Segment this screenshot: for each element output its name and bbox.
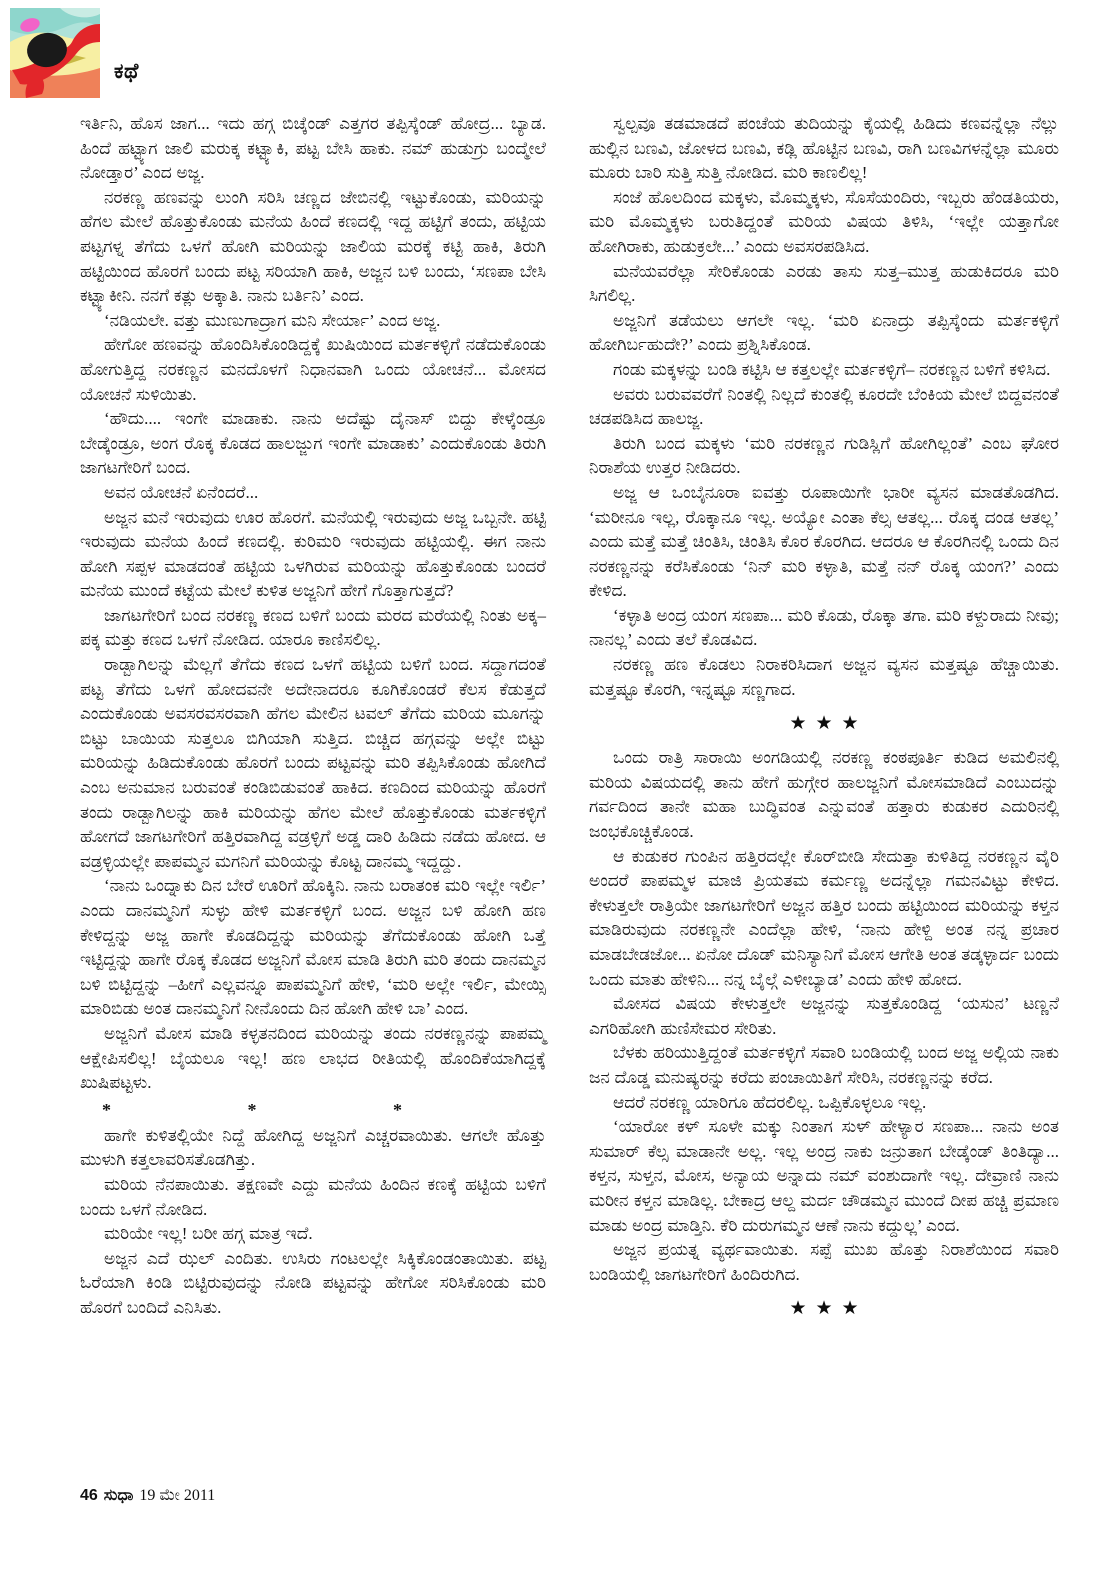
- story-paragraph: ಅಜ್ಜನಿಗೆ ಮೋಸ ಮಾಡಿ ಕಳ್ಳತನದಿಂದ ಮರಿಯನ್ನು ತಂದು ನರಕಣ್ಣನನ್ನು ಪಾಪಮ್ಮ ಆಕ್ಷೇಪಿಸಲಿಲ್ಲ! ಬೈಯಲೂ ಇಲ್ಲ! ಹಣ ಲಾಭದ ರೀತಿಯಲ್ಲಿ ಹೊಂದಿಕೆಯಾಗಿದ್ದಕ್ಕೆ ಖುಷಿಪಟ್ಟಳು.: [80, 1023, 546, 1093]
- story-paragraph: ಆ ಕುಡುಕರ ಗುಂಪಿನ ಹತ್ತಿರದಲ್ಲೇ ಕೊರ್‌ಬೀಡಿ ಸೇದುತ್ತಾ ಕುಳಿತಿದ್ದ ನರಕಣ್ಣನ ವೈರಿ ಅಂದರೆ ಪಾಪಮ್ಮಳ ಮಾಜಿ ಪ್ರಿಯತಮ ಕರ್ಮಣ್ಣ ಅದನ್ನೆಲ್ಲಾ ಗಮನವಿಟ್ಟು ಕೇಳಿದ. ಕೇಳುತ್ತಲೇ ರಾತ್ರಿಯೇ ಜಾಗಟಗೇರಿಗೆ ಅಜ್ಜನ ಹತ್ತಿರ ಬಂದು ಹಟ್ಟಿಯಿಂದ ಮರಿಯನ್ನು ಕಳ್ತನ ಮಾಡಿರುವುದು ನರಕಣ್ಣನೇ ಎಂದೆಲ್ಲಾ ಹೇಳಿ, ‘ನಾನು ಹೇಳ್ದಿ ಅಂತ ನನ್ನ ಪ್ರಚಾರ ಮಾಡಬೇಡಜೋ... ಏನೋ ದೊಡ್ ಮನಿಸ್ಯಾನಿಗೆ ಮೋಸ ಆಗೇತಿ ಅಂತ ತಡ್ಕಳ್ಳಾರ್ದ ಬಂದು ಒಂದು ಮಾತು ಹೇಳಿನಿ... ನನ್ನ ಬೈಲ್ಗೆ ಎಳೀಬ್ಯಾಡ’ ಎಂದು ಹೇಳಿ ಹೋದ.: [589, 846, 1059, 989]
- story-paragraph: ‘ಹೌದು.... ಇಂಗೇ ಮಾಡಾಕು. ನಾನು ಅದೆಷ್ಟು ದೈನಾಸ್ ಬಿದ್ದು ಕೇಳ್ಕೆಂಡ್ರೂ ಬೇಡ್ಕೆಂಡ್ರೂ, ಅಂಗ ರೊಕ್ಕ ಕೊಡದ ಹಾಲಜ್ಜುಗ ಇಂಗೇ ಮಾಡಾಕು’ ಎಂದುಕೊಂಡು ತಿರುಗಿ ಜಾಗಟಗೇರಿಗೆ ಬಂದ.: [80, 409, 546, 478]
- issue-date: 19 ಮೇ 2011: [139, 1487, 216, 1504]
- story-paragraph: ನರಕಣ್ಣ ಹಣ ಕೊಡಲು ನಿರಾಕರಿಸಿದಾಗ ಅಜ್ಜನ ವ್ಯಸನ ಮತ್ತಷ್ಟೂ ಹೆಚ್ಚಾಯಿತು. ಮತ್ತಷ್ಟೂ ಕೊರಗಿ, ಇನ್ನಷ್ಟೂ ಸಣ್ಣಗಾದ.: [589, 655, 1059, 699]
- story-paragraph: ಮರಿಯ ನೆನಪಾಯಿತು. ತಕ್ಷಣವೇ ಎದ್ದು ಮನೆಯ ಹಿಂದಿನ ಕಣಕ್ಕೆ ಹಟ್ಟಿಯ ಬಳಿಗೆ ಬಂದು ಒಳಗೆ ನೋಡಿದ.: [80, 1174, 546, 1219]
- story-paragraph: ಮೋಸದ ವಿಷಯ ಕೇಳುತ್ತಲೇ ಅಜ್ಜನನ್ನು ಸುತ್ತಕೊಂಡಿದ್ದ ‘ಯಸುನ’ ಟಣ್ಣನೆ ಎಗರಿಹೋಗಿ ಹುಣಿಸೇಮರ ಸೇರಿತು.: [589, 994, 1059, 1038]
- story-paragraph: ‘ಕಳ್ಳಾತಿ ಅಂದ್ರ ಯಂಗ ಸಣಪಾ... ಮರಿ ಕೊಡು, ರೊಕ್ಕಾ ತಗಾ. ಮರಿ ಕಳ್ದುರಾದು ನೀವು; ನಾನಲ್ಲ’ ಎಂದು ತಲೆ ಕೊಡವಿದ.: [589, 605, 1059, 650]
- story-paragraph: ಅಜ್ಜ ಆ ಒಂಬೈನೂರಾ ಐವತ್ತು ರೂಪಾಯಿಗೇ ಭಾರೀ ವ್ಯಸನ ಮಾಡತೊಡಗಿದ. ‘ಮರೀನೂ ಇಲ್ಲ, ರೊಕ್ಕಾನೂ ಇಲ್ಲ. ಅಯ್ಯೋ ಎಂತಾ ಕೆಲ್ಸ ಆತಲ್ಲ... ರೊಕ್ಕ ದಂಡ ಆತಲ್ಲ’ ಎಂದು ಮತ್ತೆ ಮತ್ತೆ ಚಿಂತಿಸಿ, ಚಿಂತಿಸಿ ಕೊರ ಕೊರಗಿದ. ಆದರೂ ಆ ಕೊರಗಿನಲ್ಲಿ ಒಂದು ದಿನ ನರಕಣ್ಣನನ್ನು ಕರೆಸಿಕೊಂಡು ‘ನಿನ್ ಮರಿ ಕಳ್ಳಾತಿ, ಮತ್ತೆ ನನ್ ರೊಕ್ಕ ಯಂಗ?’ ಎಂದು ಕೇಳಿದ.: [589, 482, 1059, 601]
- story-paragraph: ಮರಿಯೇ ಇಲ್ಲ! ಬರೀ ಹಗ್ಗ ಮಾತ್ರ ಇದೆ.: [104, 1224, 313, 1244]
- story-column-left: [80, 112, 546, 1321]
- story-paragraph: ‘ನಾನು ಒಂದ್ನಾಕು ದಿನ ಬೇರೆ ಊರಿಗೆ ಹೊಕ್ಕಿನಿ. ನಾನು ಬರಾತಂಕ ಮರಿ ಇಲ್ಲೇ ಇರ್ಲಿ’ ಎಂದು ದಾನಮ್ಮನಿಗೆ ಸುಳ್ಳು ಹೇಳಿ ಮರ್ತಕಳ್ಳಿಗೆ ಬಂದ. ಅಜ್ಜನ ಬಳಿ ಹೋಗಿ ಹಣ ಕೇಳಿದ್ದನ್ನು ಅಜ್ಜ ಹಾಗೇ ಕೊಡದಿದ್ದನ್ನು ಮರಿಯನ್ನು ತೆಗೆದುಕೊಂಡು ಹೋಗಿ ಒತ್ತೆ ಇಟ್ಟಿದ್ದನ್ನು ಹಾಗೇ ರೊಕ್ಕ ಕೊಡದ ಅಜ್ಜನಿಗೆ ಮೋಸ ಮಾಡಿ ತಿರುಗಿ ಮರಿ ತಂದು ದಾನಮ್ಮನ ಬಳಿ ಬಿಟ್ಟಿದ್ದನ್ನು –ಹೀಗೆ ಎಲ್ಲವನ್ನೂ ಪಾಪಮ್ಮನಿಗೆ ಹೇಳಿ, ‘ಮರಿ ಅಲ್ಲೇ ಇರ್ಲಿ, ಮೇಯ್ಸಿ ಮಾರಿಬಿಡು ಅಂತ ದಾನಮ್ಮನಿಗೆ ನೀನೊಂದು ದಿನ ಹೋಗಿ ಹೇಳಿ ಬಾ’ ಎಂದ.: [80, 876, 546, 1019]
- story-paragraph: ಮನೆಯವರೆಲ್ಲಾ ಸೇರಿಕೊಂಡು ಎರಡು ತಾಸು ಸುತ್ತ–ಮುತ್ತ ಹುಡುಕಿದರೂ ಮರಿ ಸಿಗಲಿಲ್ಲ.: [589, 261, 1059, 306]
- story-paragraph: ರಾಡ್ಬಾಗಿಲನ್ನು ಮೆಲ್ಲಗೆ ತೆಗೆದು ಕಣದ ಒಳಗೆ ಹಟ್ಟಿಯ ಬಳಿಗೆ ಬಂದ. ಸದ್ದಾಗದಂತೆ ಪಟ್ಟ ತೆಗೆದು ಒಳಗೆ ಹೋದವನೇ ಅದೇನಾದರೂ ಕೂಗಿಕೊಂಡರೆ ಕೆಲಸ ಕೆಡುತ್ತದೆ ಎಂದುಕೊಂಡು ಅವಸರವಸರವಾಗಿ ಹೆಗಲ ಮೇಲಿನ ಟವಲ್ ತೆಗೆದು ಮರಿಯ ಮೂಗನ್ನು ಬಿಟ್ಟು ಬಾಯಿಯ ಸುತ್ತಲೂ ಬಿಗಿಯಾಗಿ ಸುತ್ತಿದ. ಬಿಚ್ಚಿದ ಹಗ್ಗವನ್ನು ಅಲ್ಲೇ ಬಿಟ್ಟು ಮರಿಯನ್ನು ಹಿಡಿದುಕೊಂಡು ಹೊರಗೆ ಬಂದು ಪಟ್ಟವನ್ನು ಮರಿ ತಪ್ಪಿಸಿಕೊಂಡು ಹೋಗಿದೆ ಎಂಬ ಅನುಮಾನ ಬರುವಂತೆ ಕಂಡಿಬಿಡುವಂತೆ ಹಾಕಿದ. ಕಣದಿಂದ ಮರಿಯನ್ನು ಹೊರಗೆ ತಂದು ರಾಡ್ಬಾಗಿಲನ್ನು ಹಾಕಿ ಮರಿಯನ್ನು ಹೆಗಲ ಮೇಲೆ ಹೊತ್ತುಕೊಂಡು ಮರ್ತಕಳ್ಳಿಗೆ ಹೋಗದೆ ಜಾಗಟಗೇರಿಗೆ ಹತ್ತಿರವಾಗಿದ್ದ ವಡ್ರಳ್ಳಿಗೆ ಅಡ್ಡ ದಾರಿ ಹಿಡಿದು ನಡೆದು ಹೋದ. ಆ ವಡ್ರಳ್ಳಿಯಲ್ಲೇ ಪಾಪಮ್ಮನ ಮಗನಿಗೆ ಮರಿಯನ್ನು ಕೊಟ್ಟ ದಾನಮ್ಮ ಇದ್ದದ್ದು.: [80, 655, 546, 871]
- page-footer: [80, 1487, 215, 1505]
- story-paragraph: ಅಜ್ಜನ ಎದೆ ಝಲ್ ಎಂದಿತು. ಉಸಿರು ಗಂಟಲಲ್ಲೇ ಸಿಕ್ಕಿಕೊಂಡಂತಾಯಿತು. ಪಟ್ಟ ಓರೆಯಾಗಿ ಕಿಂಡಿ ಬಿಟ್ಟಿರುವುದನ್ನು ನೋಡಿ ಪಟ್ಟವನ್ನು ಹೇಗೋ ಸರಿಸಿಕೊಂಡು ಮರಿ ಹೊರಗೆ ಬಂದಿದೆ ಎನಿಸಿತು.: [80, 1248, 546, 1317]
- section-label: ಕಥೆ: [114, 59, 139, 83]
- asterisk: *: [247, 1099, 257, 1120]
- story-paragraph: ‘ಯಾರೋ ಕಳ್ ಸೂಳೇ ಮಕ್ಕು ನಿಂತಾಗ ಸುಳ್ ಹೇಳ್ಯಾರ ಸಣಪಾ... ನಾನು ಅಂತ ಸುಮಾರ್ ಕೆಲ್ಸ ಮಾಡಾನೇ ಅಲ್ಲ. ಇಲ್ಲ ಅಂದ್ರ ನಾಕು ಜನ್ರುತಾಗ ಬೇಡ್ಕೆಂಡ್ ತಿಂತಿದ್ಯಾ... ಕಳ್ತನ, ಸುಳ್ತನ, ಮೋಸ, ಅನ್ಯಾಯ ಅನ್ನಾದು ನಮ್ ವಂಶುದಾಗೇ ಇಲ್ಲ. ದೇವ್ರಾಣಿ ನಾನು ಮರೀನ ಕಳ್ತನ ಮಾಡಿಲ್ಲ. ಬೇಕಾದ್ರ ಆಲ್ದ ಮರ್ದ ಚೌಡಮ್ಮನ ಮುಂದೆ ದೀಪ ಹಚ್ಚಿ ಪ್ರಮಾಣ ಮಾಡು ಅಂದ್ರ ಮಾಡ್ತಿನಿ. ಕೆರಿ ದುರುಗಮ್ಮನ ಆಣೆ ನಾನು ಕದ್ದುಲ್ಲ’ ಎಂದ.: [589, 1117, 1059, 1235]
- story-paragraph: ಸ್ವಲ್ಪವೂ ತಡಮಾಡದೆ ಪಂಚೆಯ ತುದಿಯನ್ನು ಕೈಯಲ್ಲಿ ಹಿಡಿದು ಕಣವನ್ನೆಲ್ಲಾ ನೆಲ್ಲು ಹುಲ್ಲಿನ ಬಣವಿ, ಜೋಳದ ಬಣವಿ, ಕಡ್ಲಿ ಹೊಟ್ಟಿನ ಬಣವಿ, ರಾಗಿ ಬಣವಿಗಳನ್ನೆಲ್ಲಾ ಮೂರು ಮೂರು ಬಾರಿ ಸುತ್ತಿ ಸುತ್ತಿ ನೋಡಿದ. ಮರಿ ಕಾಣಲಿಲ್ಲ!: [589, 114, 1059, 183]
- story-paragraph: ಅವರು ಬರುವವರೆಗೆ ನಿಂತಲ್ಲಿ ನಿಲ್ಲದೆ ಕುಂತಲ್ಲಿ ಕೂರದೇ ಬೆಂಕಿಯ ಮೇಲೆ ಬಿದ್ದವನಂತೆ ಚಡಪಡಿಸಿದ ಹಾಲಜ್ಜ.: [589, 384, 1059, 429]
- magazine-story-logo: [10, 8, 100, 98]
- masthead: [10, 8, 139, 98]
- story-paragraph: ಅಜ್ಜನ ಮನೆ ಇರುವುದು ಊರ ಹೊರಗೆ. ಮನೆಯಲ್ಲಿ ಇರುವುದು ಅಜ್ಜ ಒಬ್ಬನೇ. ಹಟ್ಟಿ ಇರುವುದು ಮನೆಯ ಹಿಂದೆ ಕಣದಲ್ಲಿ. ಕುರಿಮರಿ ಇರುವುದು ಹಟ್ಟಿಯಲ್ಲಿ. ಈಗ ನಾನು ಹೋಗಿ ಸಪ್ಪಳ ಮಾಡದಂತೆ ಹಟ್ಟಿಯ ಒಳಗಿರುವ ಮರಿಯನ್ನು ಹೊತ್ತುಕೊಂಡು ಬಂದರೆ ಮನೆಯ ಮುಂದೆ ಕಟ್ಟೆಯ ಮೇಲೆ ಕುಳಿತ ಅಜ್ಜನಿಗೆ ಹೇಗೆ ಗೊತ್ತಾಗುತ್ತದೆ?: [80, 507, 546, 601]
- story-paragraph: ‘ನಡಿಯಲೇ. ವತ್ತು ಮುಣುಗಾದ್ರಾಗ ಮನಿ ಸೇರ್ಯಾ’ ಎಂದ ಅಜ್ಜ.: [104, 310, 441, 330]
- asterisk: *: [102, 1099, 111, 1120]
- story-paragraph: ಇರ್ತಿನಿ, ಹೊಸ ಜಾಗ... ಇದು ಹಗ್ಗ ಬಿಚ್ಕೆಂಡ್ ಎತ್ತಗರ ತಪ್ಪಿಸ್ಕೆಂಡ್ ಹೋದ್ರ... ಬ್ಯಾಡ. ಹಿಂದೆ ಹಟ್ಟ್ಯಾಗ ಜಾಲಿ ಮರುಕ್ಕ ಕಟ್ಟ್ಯಾಕಿ, ಪಟ್ಟ ಬೇಸಿ ಹಾಕು. ನಮ್ ಹುಡುಗ್ರು ಬಂದ್ಮೇಲೆ ನೋಡ್ತಾರ’ ಎಂದ ಅಜ್ಜ.: [80, 114, 546, 183]
- star-separator: ★★★: [789, 1298, 868, 1320]
- story-paragraph: ಆದರೆ ನರಕಣ್ಣ ಯಾರಿಗೂ ಹೆದರಲಿಲ್ಲ. ಒಪ್ಪಿಕೊಳ್ಳಲೂ ಇಲ್ಲ.: [613, 1092, 927, 1112]
- story-paragraph: ಒಂದು ರಾತ್ರಿ ಸಾರಾಯಿ ಅಂಗಡಿಯಲ್ಲಿ ನರಕಣ್ಣ ಕಂಠಪೂರ್ತಿ ಕುಡಿದ ಅಮಲಿನಲ್ಲಿ ಮರಿಯ ವಿಷಯದಲ್ಲಿ ತಾನು ಹೇಗೆ ಹುಗ್ಗೇರ ಹಾಲಜ್ಜನಿಗೆ ಮೋಸಮಾಡಿದೆ ಎಂಬುದನ್ನು ಗರ್ವದಿಂದ ತಾನೇ ಮಹಾ ಬುದ್ಧಿವಂತ ಎನ್ನುವಂತೆ ಹತ್ತಾರು ಕುಡುಕರ ಎದುರಿನಲ್ಲಿ ಜಂಭಕೊಚ್ಚಿಕೊಂಡ.: [589, 748, 1059, 842]
- story-paragraph: ಹಾಗೇ ಕುಳಿತಲ್ಲಿಯೇ ನಿದ್ದೆ ಹೋಗಿದ್ದ ಅಜ್ಜನಿಗೆ ಎಚ್ಚರವಾಯಿತು. ಆಗಲೇ ಹೊತ್ತು ಮುಳುಗಿ ಕತ್ತಲಾವರಿಸತೊಡಗಿತ್ತು.: [80, 1125, 546, 1170]
- story-paragraph: ಅಜ್ಜನಿಗೆ ತಡೆಯಲು ಆಗಲೇ ಇಲ್ಲ. ‘ಮರಿ ಏನಾದ್ರು ತಪ್ಪಿಸ್ಕೆಂದು ಮರ್ತಕಳ್ಳಿಗೆ ಹೋಗಿರ್ಬಹುದೇ?’ ಎಂದು ಪ್ರಶ್ನಿಸಿಕೊಂಡ.: [589, 310, 1059, 355]
- page-number: 46: [80, 1487, 98, 1504]
- magazine-name: ಸುಧಾ: [103, 1487, 134, 1504]
- story-paragraph: ಅಜ್ಜನ ಪ್ರಯತ್ನ ವ್ಯರ್ಥವಾಯಿತು. ಸಪ್ಪೆ ಮುಖ ಹೊತ್ತು ನಿರಾಶೆಯಿಂದ ಸವಾರಿ ಬಂಡಿಯಲ್ಲಿ ಜಾಗಟಗೇರಿಗೆ ಹಿಂದಿರುಗಿದ.: [589, 1240, 1059, 1284]
- story-paragraph: ಜಾಗಟಗೇರಿಗೆ ಬಂದ ನರಕಣ್ಣ ಕಣದ ಬಳಿಗೆ ಬಂದು ಮರದ ಮರೆಯಲ್ಲಿ ನಿಂತು ಅಕ್ಕ–ಪಕ್ಕ ಮತ್ತು ಕಣದ ಒಳಗೆ ನೋಡಿದ. ಯಾರೂ ಕಾಣಿಸಲಿಲ್ಲ.: [80, 605, 546, 650]
- asterisk: *: [393, 1099, 402, 1120]
- story-paragraph: ನರಕಣ್ಣ ಹಣವನ್ನು ಲುಂಗಿ ಸರಿಸಿ ಚಣ್ಣದ ಜೇಬಿನಲ್ಲಿ ಇಟ್ಟುಕೊಂಡು, ಮರಿಯನ್ನು ಹೆಗಲ ಮೇಲೆ ಹೊತ್ತುಕೊಂಡು ಮನೆಯ ಹಿಂದೆ ಕಣದಲ್ಲಿ ಇದ್ದ ಹಟ್ಟಿಗೆ ತಂದು, ಹಟ್ಟಿಯ ಪಟ್ಟಗಳ್ನ ತೆಗೆದು ಒಳಗೆ ಹೋಗಿ ಮರಿಯನ್ನು ಜಾಲಿಯ ಮರಕ್ಕೆ ಕಟ್ಟಿ ಹಾಕಿ, ತಿರುಗಿ ಹಟ್ಟಿಯಿಂದ ಹೊರಗೆ ಬಂದು ಪಟ್ಟ ಸರಿಯಾಗಿ ಹಾಕಿ, ಅಜ್ಜನ ಬಳಿ ಬಂದು, ‘ಸಣಪಾ ಬೇಸಿ ಕಟ್ಟ್ಯಾಕೀನಿ. ನನಗೆ ಕತ್ಲು ಅಕ್ಕಾತಿ. ನಾನು ಬರ್ತಿನಿ’ ಎಂದ.: [80, 187, 546, 306]
- story-column-right: [589, 112, 1059, 1331]
- story-paragraph: ಬೆಳಕು ಹರಿಯುತ್ತಿದ್ದಂತೆ ಮರ್ತಕಳ್ಳಿಗೆ ಸವಾರಿ ಬಂಡಿಯಲ್ಲಿ ಬಂದ ಅಜ್ಜ ಅಲ್ಲಿಯ ನಾಕು ಜನ ದೊಡ್ಡ ಮನುಷ್ಯರನ್ನು ಕರೆದು ಪಂಚಾಯಿತಿಗೆ ಸೇರಿಸಿ, ನರಕಣ್ಣನನ್ನು ಕರೆದ.: [589, 1043, 1059, 1087]
- story-paragraph: ಹೇಗೋ ಹಣವನ್ನು ಹೊಂದಿಸಿಕೊಂಡಿದ್ದಕ್ಕೆ ಖುಷಿಯಿಂದ ಮರ್ತಕಳ್ಳಿಗೆ ನಡೆದುಕೊಂಡು ಹೋಗುತ್ತಿದ್ದ ನರಕಣ್ಣನ ಮನದೊಳಗೆ ನಿಧಾನವಾಗಿ ಒಂದು ಯೋಚನೆ... ಮೋಸದ ಯೋಚನೆ ಸುಳಿಯಿತು.: [80, 335, 546, 404]
- story-paragraph: ಅವನ ಯೋಚನೆ ಏನೆಂದರೆ...: [104, 482, 259, 502]
- story-paragraph: ತಿರುಗಿ ಬಂದ ಮಕ್ಕಳು ‘ಮರಿ ನರಕಣ್ಣನ ಗುಡಿಸ್ಲಿಗೆ ಹೋಗಿಲ್ಲಂತೆ’ ಎಂಬ ಘೋರ ನಿರಾಶೆಯ ಉತ್ತರ ನೀಡಿದರು.: [589, 433, 1059, 478]
- star-separator: ★★★: [789, 713, 868, 735]
- story-paragraph: ಗಂಡು ಮಕ್ಕಳನ್ನು ಬಂಡಿ ಕಟ್ಟಿಸಿ ಆ ಕತ್ತಲಲ್ಲೇ ಮರ್ತಕಳ್ಳಿಗೆ– ನರಕಣ್ಣನ ಬಳಿಗೆ ಕಳಿಸಿದ.: [613, 359, 1051, 379]
- asterisk-separator: [102, 1098, 402, 1122]
- story-paragraph: ಸಂಜೆ ಹೊಲದಿಂದ ಮಕ್ಕಳು, ಮೊಮ್ಮಕ್ಕಳು, ಸೊಸೆಯಂದಿರು, ಇಬ್ಬರು ಹೆಂಡತಿಯರು, ಮರಿ ಮೊಮ್ಮಕ್ಕಳು ಬರುತಿದ್ದಂತೆ ಮರಿಯ ವಿಷಯ ತಿಳಿಸಿ, ‘ಇಲ್ಲೇ ಯತ್ತಾಗೋ ಹೋಗಿರಾಕು, ಹುಡುಕ್ರಲೇ...’ ಎಂದು ಅವಸರಪಡಿಸಿದ.: [589, 187, 1059, 256]
